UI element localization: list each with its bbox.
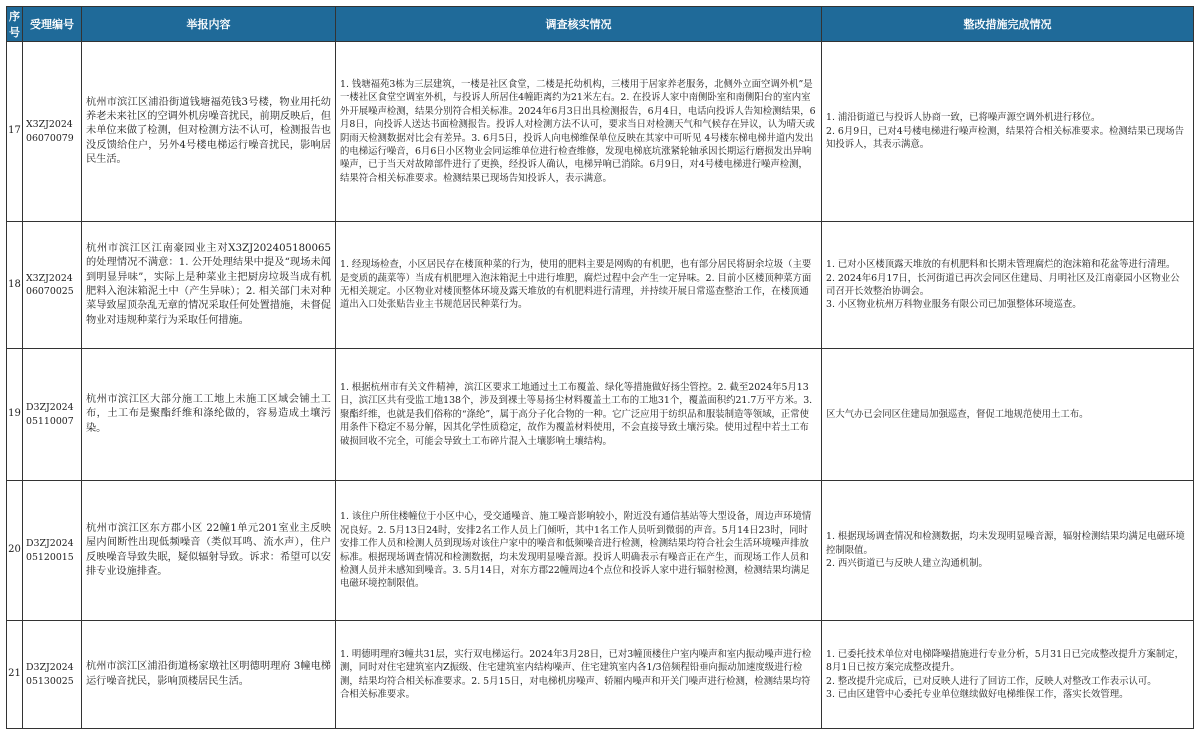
table-row [7, 621, 1194, 729]
row-content: 杭州市滨江区东方郡小区 22幢1单元201室业主反映屋内间断性出现低频噪音（类似耳鸣、流水声），住户反映噪音导致失眠，疑似辐射导致。诉求：希望可以安排专业设施排查。 [82, 481, 336, 621]
rectification-item: 2. 6月9日，已对4号楼电梯进行噪声检测，结果符合相关标准要求。检测结果已现场告知投诉人，其表示满意。 [826, 125, 1184, 151]
row-code: D3ZJ2024 05120015 [23, 481, 82, 621]
row-investigation [336, 621, 822, 729]
table-row [7, 481, 1194, 621]
row-rectification [822, 42, 1194, 222]
row-code: X3ZJ2024 06070079 [23, 42, 82, 222]
row-investigation [336, 42, 822, 222]
rectification-item: 1. 已对小区楼顶露天堆放的有机肥料和长期未管理腐烂的泡沫箱和花盆等进行清理。 [826, 259, 1176, 271]
table-row [7, 349, 1194, 481]
row-content: 杭州市滨江区浦沿街道杨家墩社区明德明理府 3幢电梯运行噪音扰民，影响顶楼居民生活。 [82, 621, 336, 729]
rectification-item: 区大气办已会同区住建局加强巡查，督促工地规范使用土工布。 [826, 408, 1089, 420]
row-rectification [822, 222, 1194, 349]
table-row [7, 42, 1194, 222]
complaint-table [6, 6, 1194, 729]
row-code: X3ZJ2024 06070025 [23, 222, 82, 349]
header-row [7, 7, 1194, 42]
row-index: 19 [7, 349, 23, 481]
row-rectification [822, 621, 1194, 729]
row-investigation [336, 481, 822, 621]
row-content: 杭州市滨江区浦沿街道钱塘福苑钱3号楼，物业用托幼养老未来社区的空调外机房噪音扰民，前期反映后，但未单位来做了检测，但对检测方法不认可，检测报告也没反馈给住户，另外4号楼电梯运行噪音扰民，影响居民生活。 [82, 42, 336, 222]
rectification-item: 2. 西兴街道已与反映人建立沟通机制。 [826, 558, 988, 570]
header-rectification: 整改措施完成情况 [822, 7, 1194, 42]
investigation-paragraph: 1. 该住户所住楼幢位于小区中心，受交通噪音、施工噪音影响较小，附近没有通信基站等大型设备，周边声环境情况良好。2. 5月13日24时，安排2名工作人员上门倾听，其中1名工作人员听到微弱的声音。5月14日23时，同时安排工作人员和检测人员到现场对该住户家中的噪音和低频噪音进行检测，检测结果均符合社会生活环境噪声排放标准。根据现场调查情况和检测数据，均未发现明显噪音源。投诉人明确表示有噪音正在产生，而现场工作人员和检测人员并未感知到噪音。3. 5月14日，对东方郡22幢周边4个点位和投诉人家中进行辐射检测，检测结果均满足电磁环境控制限值。 [340, 511, 812, 590]
rectification-item: 1. 根据现场调查情况和检测数据，均未发现明显噪音源，辐射检测结果均满足电磁环境控制限值。 [826, 531, 1185, 556]
rectification-item: 2. 2024年6月17日，长河街道已再次会同区住建局、月明社区及江南豪园小区物业公司召开长效整治协调会。 [826, 272, 1180, 297]
rectification-item: 3. 已由区建管中心委托专业单位继续做好电梯维保工作，落实长效管理。 [826, 688, 1129, 700]
table-row [7, 222, 1194, 349]
row-content: 杭州市滨江区大部分施工工地上未施工区域会铺土工布，土工布是聚酯纤维和涤纶做的，容易造成土壤污染。 [82, 349, 336, 481]
header-code: 受理编号 [23, 7, 82, 42]
header-investigation: 调查核实情况 [336, 7, 822, 42]
row-investigation [336, 222, 822, 349]
header-content: 举报内容 [82, 7, 336, 42]
row-index: 20 [7, 481, 23, 621]
investigation-paragraph: 1. 根据杭州市有关文件精神，滨江区要求工地通过土工布覆盖、绿化等措施做好扬尘管控。2. 截至2024年5月13日，滨江区共有受监工地138个，涉及到裸土等易扬尘材料覆盖土工布的工地31个，覆盖面积约21.7万平方米。3. 聚酯纤维，也就是我们俗称的“涤纶”，属于高分子化合物的一种。它广泛应用于纺织品和服装制造等领域，正常使用条件下稳定不易分解，因其化学性质稳定，故作为覆盖材料使用，不会直接导致土壤污染。使用过程中若土工布破损回收不完全，可能会导致土工布碎片混入土壤影响土壤结构。 [340, 382, 813, 447]
row-index: 21 [7, 621, 23, 729]
investigation-paragraph: 1. 经现场检查，小区居民存在楼顶种菜的行为，使用的肥料主要是网购的有机肥，也有部分居民将厨余垃圾（主要是变质的蔬菜等）当成有机肥埋入泡沫箱泥土中进行堆肥，腐烂过程中会产生一定异味。2. 目前小区楼顶种菜方面无相关规定。小区物业对楼顶整体环境及露天堆放的有机肥料进行清理，并持续开展日常巡查整治工作，在楼顶通道出入口处张贴告业主书规范居民种菜行为。 [340, 259, 812, 311]
row-investigation [336, 349, 822, 481]
rectification-item: 1. 浦沿街道已与投诉人协商一致，已将噪声源空调外机进行移位。 [826, 112, 1101, 124]
row-rectification [822, 481, 1194, 621]
row-rectification [822, 349, 1194, 481]
rectification-item: 1. 已委托技术单位对电梯降噪措施进行专业分析，5月31日已完成整改提升方案制定，8月1日已按方案完成整改提升。 [826, 648, 1184, 674]
row-index: 17 [7, 42, 23, 222]
row-index: 18 [7, 222, 23, 349]
row-code: D3ZJ2024 05110007 [23, 349, 82, 481]
row-content: 杭州市滨江区江南豪园业主对X3ZJ202405180065的处理情况不满意：1. 公开处理结果中提及“现场未闻到明显异味”，实际上是种菜业主把厨房垃圾当成有机肥料入泡沫箱泥土中（产生异味）；2. 相关部门未对种菜导致屋顶杂乱无章的情况采取任何处置措施，未督促物业对违规种菜行为采取任何措施。 [82, 222, 336, 349]
row-code: D3ZJ2024 05130025 [23, 621, 82, 729]
investigation-paragraph: 1. 钱塘福苑3栋为三层建筑，一楼是社区食堂，二楼是托幼机构，三楼用于居家养老服务，北侧外立面空调外机”是一楼社区食堂空调室外机，与投诉人所居住4幢距离约为21米左右。2. 在投诉人家中南侧卧室和南侧阳台的室内室外开展噪声检测，结果分别符合相关标准。2024年6月3日出具检测报告，6月4日，电话向投诉人告知检测结果，6月8日，向投诉人送达书面检测报告。投诉人对检测方法不认可，要求当日对检测天气和气候存在异议，认为晴天或阴雨天检测数据对比会有差异。3. 6月5日，投诉人向电梯维保单位反映在其家中可听见 4号楼东梯电梯井道内发出的电梯运行噪音，6月6日小区物业会同运维单位进行检查维修，发现电梯底坑涨紧轮轴承因长期运行磨损发出异响噪声，已于当天对故障部件进行了更换，经投诉人确认，电梯异响已消除。6月9日，对4号楼电梯进行噪声检测，结果符合相关标准要求。检测结果已现场告知投诉人，表示满意。 [340, 79, 816, 184]
header-index: 序号 [7, 7, 23, 42]
investigation-paragraph: 1. 明德明理府3幢共31层，实行双电梯运行。2024年3月28日，已对3幢顶楼住户室内噪声和室内振动噪声进行检测，同时对住宅建筑室内Z振级、住宅建筑室内结构噪声、住宅建筑室内各1/3倍频程铅垂向振动加速度级进行检测，结果均符合相关标准要求。2. 5月15日，对电梯机房噪声、轿厢内噪声和开关门噪声进行检测，检测结果均符合相关标准要求。 [340, 648, 812, 700]
rectification-item: 2. 整改提升完成后，已对反映人进行了回访工作，反映人对整改工作表示认可。 [826, 675, 1157, 687]
rectification-item: 3. 小区物业杭州万科物业服务有限公司已加强整体环境巡查。 [826, 299, 1082, 311]
